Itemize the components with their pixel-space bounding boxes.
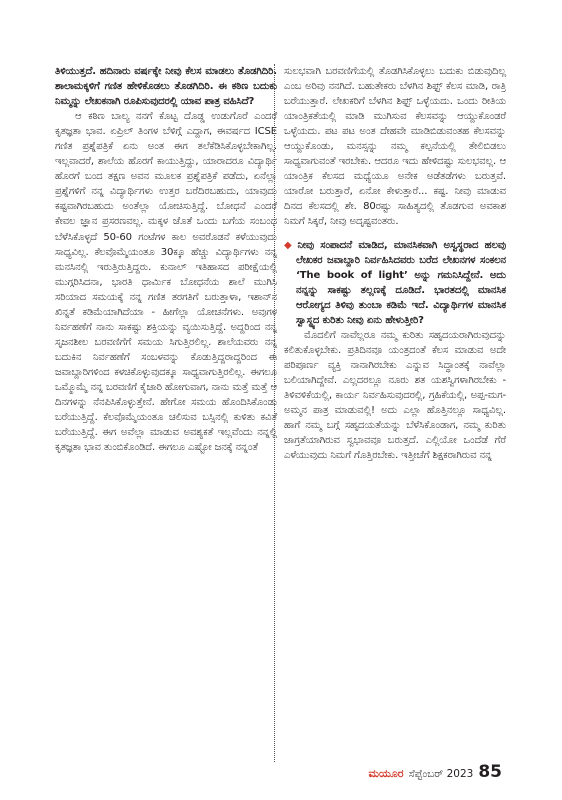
page-number: 85: [478, 762, 502, 782]
magazine-logo: ಮಯೂರ: [368, 767, 404, 780]
answer-paragraph: ಆ ಕಠಿಣ ಬಾಲ್ಯ ನನಗೆ ಕೊಟ್ಟ ದೊಡ್ಡ ಉಡುಗೊರೆ ಎಂದರೆ ಕೃತಜ್ಞತಾ ಭಾವ. ಏಪ್ರಿಲ್ ತಿಂಗಳ ಬೆಳಿಗ್ಗೆ ಎದ್ದಾಗ, ಈವರ್ಷದ ICSE ಗಣಿತ ಪ್ರಶ್ನೆಪತ್ರಿಕೆ ಏನು ಅಂತ ಈಗ ತಲೆಕೆಡಿಸಿಕೊಳ್ಳಬೇಕಾಗಿಲ್ಲ. ಇಲ್ಲವಾದರೆ, ಶಾಲೆಯ ಹೊರಗೆ ಕಾಯುತ್ತಿದ್ದು, ಯಾರಾದರೂ ವಿದ್ಯಾರ್ಥಿ ಹೊರಗೆ ಬಂದ ತಕ್ಷಣ ಅವನ ಮೂಲಕ ಪ್ರಶ್ನೆಪತ್ರಿಕೆ ಪಡೆದು, ಏನೆಲ್ಲಾ ಪ್ರಶ್ನೆಗಳಿಗೆ ನನ್ನ ವಿದ್ಯಾರ್ಥಿಗಳು ಉತ್ತರ ಬರೆದಿರಬಹುದು, ಯಾವುದು ಕಷ್ಟವಾಗಿರಬಹುದು ಅಂತೆಲ್ಲಾ ಯೋಚಿಸುತ್ತಿದ್ದೆ. ಬೋಧನೆ ಎಂದರೆ ಕೇವಲ ಜ್ಞಾನ ಪ್ರಸರಣವಲ್ಲ. ಮಕ್ಕಳ ಜೊತೆ ಒಂದು ಬಗೆಯ ಸಂಬಂಧ ಬೆಳೆಸಿಕೊಳ್ಳದೆ 50-60 ಗಂಟೆಗಳ ಕಾಲ ಅವರೊಡನೆ ಕಳೆಯುವುದು ಸಾಧ್ಯವಿಲ್ಲ. ಕೆಲವೊಮ್ಮೆಯಂತೂ 30ಕ್ಕೂ ಹೆಚ್ಚು ವಿದ್ಯಾರ್ಥಿಗಳು ನನ್ನ ಮನಸಿನಲ್ಲಿ ಇರುತ್ತಿರುತ್ತಿದ್ದರು. ಕುನಾಲ್ ಇತಿಹಾಸದ ಪರೀಕ್ಷೆಯಲ್ಲಿ ಮುಗ್ಗರಿಸಿದನಾ, ಭಾರತಿ ಧಾರ್ಮಿಕ ಬೋಧನೆಯ ಶಾಲೆ ಮುಗಿಸಿ ಸರಿಯಾದ ಸಮಯಕ್ಕೆ ನನ್ನ ಗಣಿತ ತರಗತಿಗೆ ಬರುತ್ತಾಳಾ, ಇಶಾನ್‌ನ ಖಿನ್ನತೆ ಕಡಿಮೆಯಾಗಿದೆಯಾ - ಹೀಗೆಲ್ಲಾ ಯೋಚನೆಗಳು. ಅವುಗಳ ನಿರ್ವಹಣೆಗೆ ನಾನು ಸಾಕಷ್ಟು ಶಕ್ತಿಯನ್ನು ವ್ಯಯಿಸುತ್ತಿದ್ದೆ. ಅದ್ದರಿಂದ ನನ್ನ ಸೃಜನಶೀಲ ಬರವಣಿಗೆಗೆ ಸಮಯ ಸಿಗುತ್ತಿರಲಿಲ್ಲ. ಶಾಲೆಯವರು ನನ್ನ ಬದುಕಿನ ನಿರ್ವಹಣೆಗೆ ಸಂಬಳವನ್ನು ಕೊಡುತ್ತಿದ್ದರಾದ್ದರಿಂದ ಈ ಜವಾಬ್ದಾರಿಗಳಿಂದ ಕಳಚಿಕೊಳ್ಳುವುದಕ್ಕೂ ಸಾಧ್ಯವಾಗುತ್ತಿರಲಿಲ್ಲ. ಈಗಲೂ ಒಮ್ಮೊಮ್ಮೆ ನನ್ನ ಬರವಣಿಗೆ ಕೈಜಾರಿ ಹೋಗುವಾಗ, ನಾನು ಮತ್ತೆ ಮತ್ತೆ ಆ ದಿನಗಳನ್ನು ನೆನಪಿಸಿಕೊಳ್ಳುತ್ತೇನೆ. ಹೇಗೋ ಸಮಯ ಹೊಂದಿಸಿಕೊಂಡು ಬರೆಯುತ್ತಿದ್ದೆ. ಕೆಲವೊಮ್ಮೆಯಂತೂ ಚಲಿಸುವ ಬಸ್ಸಿನಲ್ಲಿ ಕುಳಿತು ಕವಿತೆ ಬರೆಯುತ್ತಿದ್ದೆ. ಈಗ ಅವೆಲ್ಲಾ ಮಾಡುವ ಅವಶ್ಯಕತೆ ಇಲ್ಲವೆಂದು ನನ್ನಲ್ಲಿ ಕೃತಜ್ಞತಾ ಭಾವ ತುಂಬಿಕೊಂಡಿದೆ. ಈಗಲೂ ಎಷ್ಟೋ ಜನಕ್ಕೆ ನನ್ನಂತೆ: [55, 111, 277, 454]
left-column: [55, 64, 277, 455]
question-text: ನೀವು ಸಂಪಾದನೆ ಮಾಡಿದ, ಮಾನಸಿಕವಾಗಿ ಅಸ್ವಸ್ಥರಾದ ಹಲವು ಲೇಖಕರ ಜವಾಬ್ದಾರಿ ನಿರ್ವಹಿಸಿದವರು ಬರೆದ ಲೇಖನಗಳ ಸಂಕಲನ ‘The book of light’ ಅನ್ನು ಗಮನಿಸಿದ್ದೇನೆ. ಅದು ನನ್ನನ್ನು ಸಾಕಷ್ಟು ತಲ್ಲಣಕ್ಕೆ ದೂಡಿದೆ. ಭಾರತದಲ್ಲಿ ಮಾನಸಿಕ ಆರೋಗ್ಯದ ತಿಳಿವು ತುಂಬಾ ಕಡಿಮೆ ಇದೆ. ವಿದ್ಯಾರ್ಥಿಗಳ ಮಾನಸಿಕ ಸ್ವಾಸ್ಥ್ಯದ ಕುರಿತು ನೀವು ಏನು ಹೇಳುತ್ತೀರಿ?: [296, 239, 506, 326]
issue-date: ಸೆಪ್ಟೆಂಬರ್ 2023: [408, 768, 474, 780]
question-paragraph: [284, 238, 506, 328]
answer-paragraph-continued: ಸುಲಭವಾಗಿ ಬರವಣಿಗೆಯಲ್ಲಿ ತೊಡಗಿಸಿಕೊಳ್ಳಲು ಬದುಕು ಬಿಡುವುದಿಲ್ಲ ಎಂಬ ಅರಿವು ನನಗಿದೆ. ಬಹುತೇಕರು ಬೆಳಗಿನ ಶಿಫ್ಟ್ ಕೆಲಸ ಮಾಡಿ, ರಾತ್ರಿ ಬರೆಯುತ್ತಾರೆ. ಲೇಖಕರಿಗೆ ಬೆಳಗಿನ ಶಿಫ್ಟ್ ಒಳ್ಳೆಯದು. ಒಂದು ರೀತಿಯ ಯಾಂತ್ರಿಕತೆಯಲ್ಲಿ ಮಾಡಿ ಮುಗಿಸುವ ಕೆಲಸವನ್ನು ಆಯ್ದುಕೊಂಡರೆ ಒಳ್ಳೆಯದು. ಪಟ ಪಟ ಅಂತ ದೇಹವೇ ಮಾಡಿಬಿಡುವಂತಹ ಕೆಲಸವನ್ನು ಆಯ್ದುಕೊಂಡು, ಮನಸ್ಸನ್ನು ನಮ್ಮ ಕಲ್ಪನೆಯಲ್ಲಿ ತೇಲಿಬಿಡಲು ಸಾಧ್ಯವಾಗುವಂತೆ ಇರಬೇಕು. ಆದರೂ ಇದು ಹೇಳಿದಷ್ಟು ಸುಲಭವಲ್ಲ. ಆ ಯಾಂತ್ರಿಕ ಕೆಲಸದ ಮಧ್ಯೆಯೂ ಅನೇಕ ಅಡೆತಡೆಗಳು ಬರುತ್ತವೆ. ಯಾರೋ ಬರುತ್ತಾರೆ, ಏನೋ ಕೇಳುತ್ತಾರೆ... ಕಷ್ಟ. ನೀವು ಮಾಡುವ ದಿನದ ಕೆಲಸದಲ್ಲಿ ಶೇ. 80ರಷ್ಟು ಸಾಹಿತ್ಯದಲ್ಲಿ ತೊಡಗುವ ಅವಕಾಶ ನಿಮಗೆ ಸಿಕ್ಕರೆ, ನೀವು ಅದೃಷ್ಟವಂತರು.: [284, 66, 506, 228]
diamond-bullet-icon: ◆: [284, 239, 295, 251]
page-footer: [369, 762, 502, 782]
column-divider: [274, 64, 275, 762]
question-continued: ತಿಳಿಯುತ್ತದೆ. ಹದಿನಾರು ವರ್ಷಕ್ಕೇ ನೀವು ಕೆಲಸ ಮಾಡಲು ತೊಡಗಿದಿರಿ. ಶಾಲಾಮಕ್ಕಳಿಗೆ ಗಣಿತ ಹೇಳಿಕೊಡಲು ತೊಡಗಿದಿರಿ. ಈ ಕಠಿಣ ಬದುಕು ನಿಮ್ಮನ್ನು ಲೇಖಕನಾಗಿ ರೂಪಿಸುವುದರಲ್ಲಿ ಯಾವ ಪಾತ್ರ ವಹಿಸಿದೆ?: [55, 66, 277, 108]
answer-paragraph: ಮೊದಲಿಗೆ ನಾವೆಲ್ಲರೂ ನಮ್ಮ ಕುರಿತು ಸಹೃದಯರಾಗಿರುವುದನ್ನು ಕಲಿತುಕೊಳ್ಳಬೇಕು. ಪ್ರತಿದಿನವೂ ಯಂತ್ರದಂತೆ ಕೆಲಸ ಮಾಡುವ ಅದೇ ಪರಿಪೂರ್ಣ ವ್ಯಕ್ತಿ ನಾನಾಗಿರಬೇಕು ಎನ್ನುವ ಸಿದ್ಧಾಂತಕ್ಕೆ ನಾವೆಲ್ಲಾ ಬಲಿಯಾಗಿದ್ದೇವೆ. ಎಲ್ಲದರಲ್ಲೂ ನೂರು ಶತ ಯಶಸ್ವಿಗಳಾಗಿರಬೇಕು - ತಿಳಿವಳಿಕೆಯಲ್ಲಿ, ಕಾರ್ಯ ನಿರ್ವಹಿಸುವುದರಲ್ಲಿ, ಗ್ರಹಿಕೆಯಲ್ಲಿ, ಅಪ್ಪ-ಮಗ-ಅಮ್ಮನ ಪಾತ್ರ ಮಾಡುವಲ್ಲಿ! ಅದು ಎಲ್ಲಾ ಹೊತ್ತಿನಲ್ಲೂ ಸಾಧ್ಯವಿಲ್ಲ. ಹಾಗೆ ನಮ್ಮ ಬಗ್ಗೆ ಸಹೃದಯತೆಯನ್ನು ಬೆಳೆಸಿಕೊಂಡಾಗ, ನಮ್ಮ ಕುರಿತು ಜಾಗ್ರತೆಯಾಗಿರುವ ಸ್ವಭಾವವೂ ಬರುತ್ತದೆ. ಎಲ್ಲಿಯೋ ಒಂದೆಡೆ ಗೆರೆ ಎಳೆಯುವುದು ನಿಮಗೆ ಗೊತ್ತಿರಬೇಕು. ಇತ್ತೀಚೆಗೆ ಶಿಕ್ಷಕರಾಗಿರುವ ನನ್ನ: [284, 329, 506, 462]
question-block: [284, 238, 506, 328]
right-column: [284, 64, 506, 463]
